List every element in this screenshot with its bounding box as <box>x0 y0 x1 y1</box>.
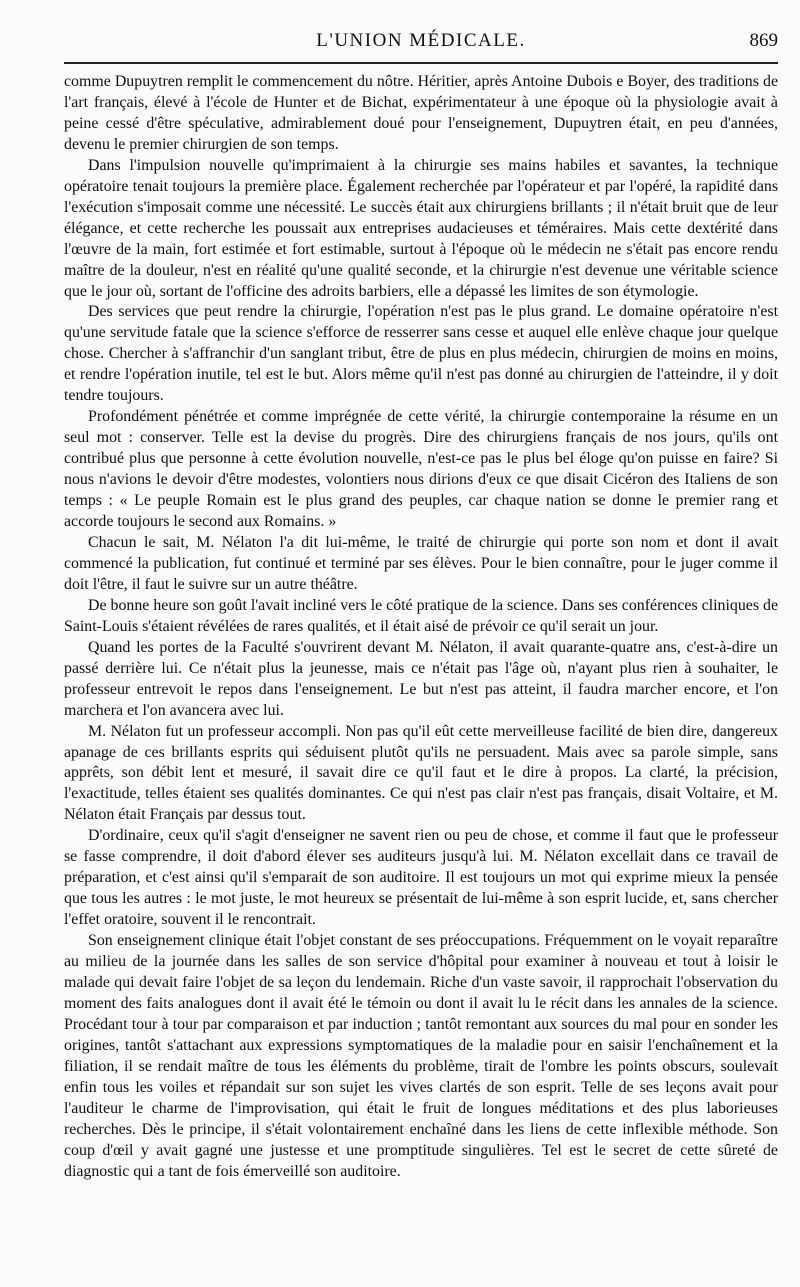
paragraph-9: D'ordinaire, ceux qu'il s'agit d'enseigner ne savent rien ou peu de chose, et comme il faut que le professeur se fasse comprendre, il doit d'abord élever ses auditeurs jusqu'à lui. M. Nélaton excellait dans ce travail de préparation, et c'est ainsi qu'il s'emparait de son auditoire. Il est toujours un mot qui exprime mieux la pensée que tous les autres : le mot juste, le mot heureux se présentait de lui-même à son esprit lucide, et, sans chercher l'effet oratoire, souvent il le rencontrait. <box>64 827 778 929</box>
paragraph-8: M. Nélaton fut un professeur accompli. Non pas qu'il eût cette merveilleuse facilité de bien dire, dangereux apanage de ces brillants esprits qui séduisent plutôt qu'ils ne persuadent. Mais avec sa parole simple, sans apprêts, son débit lent et mesuré, il savait dire ce qu'il faut et le dire à propos. La clarté, la précision, l'exactitude, telles étaient ses qualités dominantes. Ce qui n'est pas clair n'est pas français, disait Voltaire, et M. Nélaton était Français par dessus tout. <box>64 722 778 824</box>
page-header <box>64 26 778 56</box>
header-rule <box>64 62 778 64</box>
paragraph-1: comme Dupuytren remplit le commencement du nôtre. Héritier, après Antoine Dubois e Boyer, des traditions de l'art français, élevé à l'école de Hunter et de Bichat, expérimentateur à une époque où la physiologie avait à peine cessé d'être spéculative, admirablement doué pour l'enseignement, Dupuytren était, en peu d'années, devenu le premier chirurgien de son temps. <box>64 73 778 153</box>
paragraph-3: Des services que peut rendre la chirurgie, l'opération n'est pas le plus grand. Le domaine opératoire n'est qu'une servitude fatale que la science s'efforce de resserrer sans cesse et auquel elle enlève chaque jour quelque chose. Chercher à s'affranchir d'un sanglant tribut, être de plus en plus médecin, chirurgien de moins en moins, et rendre l'opération inutile, tel est le but. Alors même qu'il n'est pas donné au chirurgien de l'atteindre, il y doit tendre toujours. <box>64 303 778 405</box>
paragraph-5: Chacun le sait, M. Nélaton l'a dit lui-même, le traité de chirurgie qui porte son nom et dont il avait commencé la publication, fut continué et terminé par ses élèves. Pour le bien connaître, pour le juger comme il doit l'être, il faut le suivre sur un autre théâtre. <box>64 533 778 593</box>
paragraph-2: Dans l'impulsion nouvelle qu'imprimaient à la chirurgie ses mains habiles et savantes, la technique opératoire tenait toujours la première place. Également recherchée par l'opérateur et par l'opéré, la rapidité dans l'exécution s'imposait comme une nécessité. Le succès était aux chirurgiens brillants ; il n'était bruit que de leur élégance, et cette recherche les poussait aux entreprises audacieuses et téméraires. Mais cette dextérité dans l'œuvre de la main, fort estimée et fort estimable, surtout à l'époque où le médecin ne s'était pas encore rendu maître de la douleur, n'est en réalité qu'une qualité seconde, et la chirurgie n'est devenue une véritable science que le jour où, sortant de l'officine des adroits barbiers, elle a dépassé les limites de son étymologie. <box>64 156 778 300</box>
paragraph-6: De bonne heure son goût l'avait incliné vers le côté pratique de la science. Dans ses conférences cliniques de Saint-Louis s'étaient révélées de rares qualités, et il était aisé de prévoir ce qu'il serait un jour. <box>64 596 778 635</box>
paragraph-10: Son enseignement clinique était l'objet constant de ses préoccupations. Fréquemment on le voyait reparaître au milieu de la journée dans les salles de son service d'hôpital pour examiner à nouveau et tout à loisir le malade qui devait faire l'objet de sa leçon du lendemain. Riche d'un vaste savoir, il rapprochait l'observation du moment des faits analogues dont il avait été le témoin ou dont il avait lu le récit dans les annales de la science. Procédant tour à tour par comparaison et par induction ; tantôt remontant aux sources du mal pour en sonder les origines, tantôt s'attachant aux expressions symptomatiques de la maladie pour en saisir l'enchaînement et la filiation, il se rendait maître de tous les éléments du problème, tirait de l'ombre les points obscurs, soulevait enfin tous les voiles et répandait sur son sujet les vives clartés de son esprit. Telle de ses leçons avait pour l'auditeur le charme de l'improvisation, qui était le fruit de longues méditations et des plus laborieuses recherches. Dès le principe, il s'était volontairement enchaîné dans les liens de cette inflexible méthode. Son coup d'œil y avait gagné une justesse et une promptitude singulières. Tel est le secret de cette sûreté de diagnostic qui a tant de fois émerveillé son auditoire. <box>64 932 778 1180</box>
page-number: 869 <box>749 30 778 51</box>
paragraph-4: Profondément pénétrée et comme imprégnée de cette vérité, la chirurgie contemporaine la résume en un seul mot : conserver. Telle est la devise du progrès. Dire des chirurgiens français de nos jours, qu'ils ont contribué plus que personne à cette évolution nouvelle, n'est-ce pas le plus bel éloge qu'on puisse en faire? Si nous n'avions le devoir d'être modestes, volontiers nous dirions d'eux ce que disait Cicéron des Italiens de son temps : « Le peuple Romain est le plus grand des peuples, car chaque nation se donne le premier rang et accorde toujours le second aux Romains. » <box>64 408 778 531</box>
running-title: L'UNION MÉDICALE. <box>316 30 526 51</box>
article-body <box>64 72 778 1183</box>
paragraph-7: Quand les portes de la Faculté s'ouvrirent devant M. Nélaton, il avait quarante-quatre ans, c'est-à-dire un passé derrière lui. Ce n'était plus la jeunesse, mais ce n'était pas l'âge où, n'ayant plus rien à souhaiter, le professeur entrevoit le repos dans l'enseignement. Le but n'est pas atteint, il faudra marcher encore, et l'on marchera et l'on avancera avec lui. <box>64 638 778 719</box>
